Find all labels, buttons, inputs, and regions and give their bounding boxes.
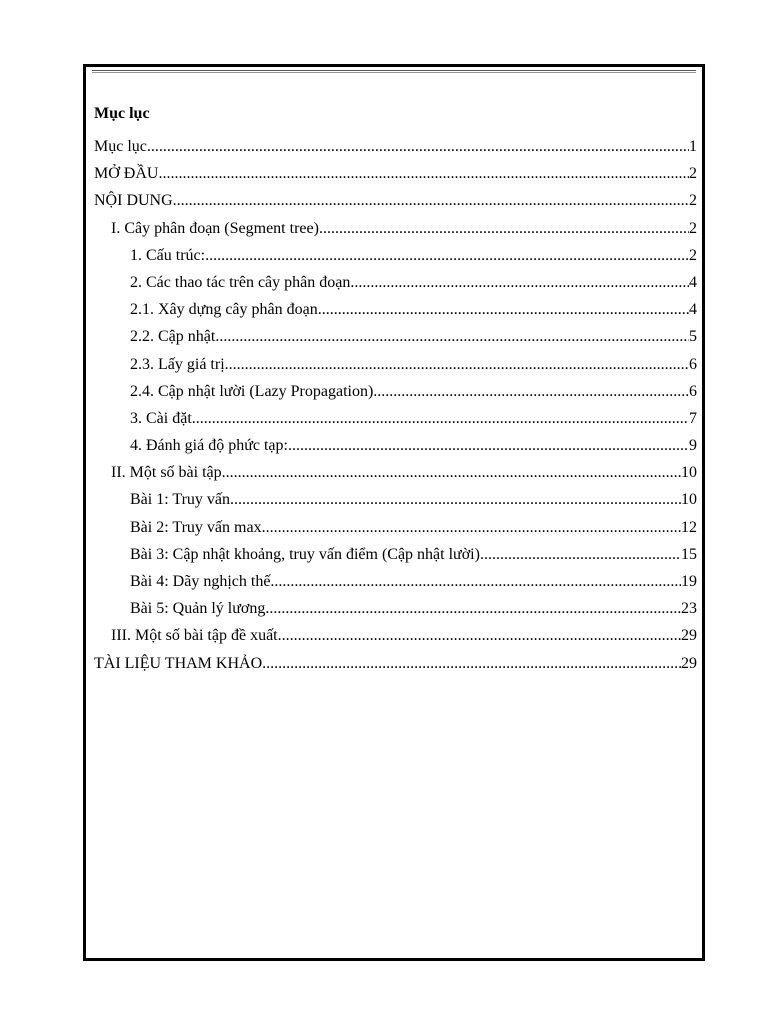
toc-entry-page: 23 bbox=[681, 600, 697, 618]
toc-entry-title: Bài 1: Truy vấn bbox=[130, 491, 231, 509]
toc-entry-leader bbox=[158, 160, 689, 187]
toc-entry-title: TÀI LIỆU THAM KHẢO bbox=[94, 654, 263, 672]
toc-entry-title: 4. Đánh giá độ phức tạp: bbox=[130, 437, 288, 455]
toc-entry-page: 5 bbox=[689, 328, 697, 346]
toc-entry[interactable] bbox=[94, 269, 697, 296]
toc-entry-page: 12 bbox=[681, 518, 697, 536]
toc-entry-leader bbox=[265, 595, 681, 622]
toc-entry-leader bbox=[147, 133, 689, 160]
toc-entry-leader bbox=[230, 486, 681, 513]
toc-entry-page: 2 bbox=[689, 165, 697, 183]
toc-entry[interactable] bbox=[94, 215, 697, 242]
toc-entry-title: Mục lục bbox=[94, 138, 147, 155]
toc-entry-page: 4 bbox=[689, 273, 697, 291]
toc-entry[interactable] bbox=[94, 622, 697, 649]
toc-entry[interactable] bbox=[94, 568, 697, 595]
toc-entry-leader bbox=[278, 622, 681, 649]
toc-entry-leader bbox=[318, 296, 689, 323]
toc-entry-page: 4 bbox=[689, 301, 697, 319]
toc-entry-page: 7 bbox=[689, 409, 697, 427]
toc-entry-leader bbox=[225, 351, 689, 378]
toc-entry-page: 29 bbox=[681, 627, 697, 645]
toc-entry-title: Bài 2: Truy vấn max bbox=[130, 518, 262, 536]
toc-entry-page: 15 bbox=[681, 545, 697, 563]
toc-entry-title: 2.2. Cập nhật bbox=[130, 328, 216, 346]
toc-entry-page: 1 bbox=[689, 138, 697, 155]
toc-entry[interactable] bbox=[94, 378, 697, 405]
toc-entry[interactable] bbox=[94, 432, 697, 459]
toc-entry[interactable] bbox=[94, 514, 697, 541]
toc-entry-title: NỘI DUNG bbox=[94, 192, 173, 210]
toc-entry-page: 19 bbox=[681, 573, 697, 590]
toc-entry-title: MỞ ĐẦU bbox=[94, 165, 159, 183]
toc-entry[interactable] bbox=[94, 405, 697, 432]
toc-entry-leader bbox=[205, 242, 689, 269]
toc-entry-leader bbox=[192, 405, 689, 432]
toc-entry-leader bbox=[480, 541, 681, 568]
toc-entry-title: 2.3. Lấy giá trị bbox=[130, 355, 225, 373]
toc-entry-leader bbox=[350, 269, 689, 296]
toc-entry-page: 10 bbox=[681, 491, 697, 509]
toc-entry-leader bbox=[215, 323, 689, 350]
toc-list bbox=[94, 133, 697, 677]
toc-entry[interactable] bbox=[94, 323, 697, 350]
toc-entry[interactable] bbox=[94, 160, 697, 187]
toc-entry-leader bbox=[222, 459, 681, 486]
toc-entry-page: 2 bbox=[689, 192, 697, 210]
toc-entry-title: 2.1. Xây dựng cây phân đoạn bbox=[130, 301, 318, 319]
toc-entry[interactable] bbox=[94, 187, 697, 214]
toc-entry-title: III. Một số bài tập đề xuất bbox=[111, 627, 278, 645]
toc-entry-leader bbox=[373, 378, 689, 405]
toc-entry-leader bbox=[288, 432, 689, 459]
toc-entry-title: II. Một số bài tập bbox=[111, 464, 222, 482]
toc-entry-leader bbox=[270, 568, 681, 595]
toc-entry-leader bbox=[319, 215, 689, 242]
toc-entry-title: 2. Các thao tác trên cây phân đoạn bbox=[130, 273, 351, 291]
toc-entry-title: Bài 5: Quản lý lương bbox=[130, 600, 266, 618]
toc-entry-leader bbox=[173, 187, 689, 214]
toc-entry[interactable] bbox=[94, 541, 697, 568]
toc-entry-page: 2 bbox=[689, 219, 697, 237]
toc-entry-title: 2.4. Cập nhật lười (Lazy Propagation) bbox=[130, 382, 374, 400]
toc-entry[interactable] bbox=[94, 486, 697, 513]
toc-entry-title: I. Cây phân đoạn (Segment tree) bbox=[111, 219, 319, 237]
toc-entry-title: Bài 4: Dãy nghịch thế bbox=[130, 573, 271, 590]
toc-entry-leader bbox=[262, 650, 681, 677]
toc-entry[interactable] bbox=[94, 351, 697, 378]
toc-entry[interactable] bbox=[94, 459, 697, 486]
toc-entry-title: Bài 3: Cập nhật khoảng, truy vấn điểm (Cập nhật lười) bbox=[130, 545, 480, 563]
toc-entry-title: 3. Cài đặt bbox=[130, 409, 192, 427]
toc-entry-page: 29 bbox=[681, 654, 697, 672]
toc-entry-page: 2 bbox=[689, 246, 697, 264]
toc-entry[interactable] bbox=[94, 595, 697, 622]
page-border bbox=[83, 64, 705, 961]
toc-entry-page: 9 bbox=[689, 437, 697, 455]
toc-entry[interactable] bbox=[94, 133, 697, 160]
toc-heading: Mục lục bbox=[94, 105, 150, 122]
toc-entry-page: 6 bbox=[689, 355, 697, 373]
top-rule bbox=[92, 70, 696, 73]
toc-entry[interactable] bbox=[94, 296, 697, 323]
toc-entry[interactable] bbox=[94, 650, 697, 677]
toc-entry-leader bbox=[262, 514, 681, 541]
toc-entry-title: 1. Cấu trúc: bbox=[130, 246, 206, 264]
toc-entry-page: 10 bbox=[681, 464, 697, 482]
toc-entry[interactable] bbox=[94, 242, 697, 269]
toc-entry-page: 6 bbox=[689, 382, 697, 400]
